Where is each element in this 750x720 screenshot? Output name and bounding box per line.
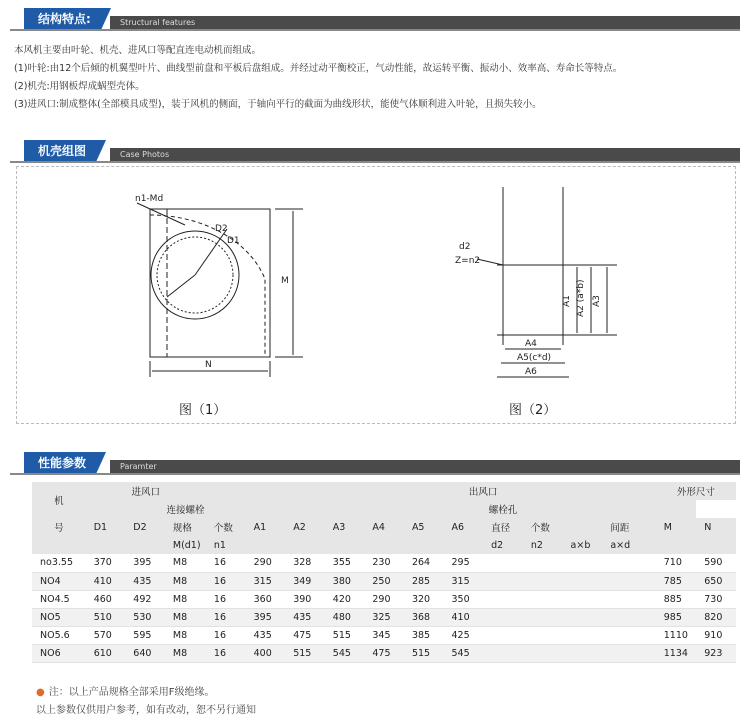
cell-n: 820 — [696, 608, 736, 626]
cell-count: 16 — [206, 590, 246, 608]
cell-a1: 290 — [246, 554, 286, 572]
header-row-groups — [32, 482, 736, 500]
cell-a4: 250 — [364, 572, 404, 590]
cell-a2: 390 — [285, 590, 325, 608]
cell-empty — [602, 644, 655, 662]
cell-count: 16 — [206, 626, 246, 644]
cell-n: 923 — [696, 644, 736, 662]
header-row-subgroups — [32, 500, 736, 518]
cell-a5: 320 — [404, 590, 444, 608]
cell-m: 1110 — [656, 626, 697, 644]
table-row — [32, 572, 736, 590]
cell-d1: 370 — [86, 554, 126, 572]
col-group-inlet: 进风口 — [86, 482, 206, 500]
cell-m: 985 — [656, 608, 697, 626]
cell-a6: 545 — [444, 644, 484, 662]
cell-empty — [563, 554, 603, 572]
cell-a1: 315 — [246, 572, 286, 590]
cell-d1: 570 — [86, 626, 126, 644]
cell-a1: 395 — [246, 608, 286, 626]
col-header: A5 — [404, 518, 444, 536]
cell-d2: 492 — [125, 590, 165, 608]
col-header: 个数 — [206, 518, 246, 536]
cell-d1: 410 — [86, 572, 126, 590]
cell-count: 16 — [206, 608, 246, 626]
cell-count: 16 — [206, 644, 246, 662]
label-d1: D1 — [227, 236, 240, 246]
cell-a2: 475 — [285, 626, 325, 644]
col-header: D2 — [125, 518, 165, 536]
cell-empty — [563, 590, 603, 608]
col-unit: a×b — [563, 536, 603, 554]
cell-d2: 595 — [125, 626, 165, 644]
cell-d1: 510 — [86, 608, 126, 626]
cell-count: 16 — [206, 554, 246, 572]
cell-d2: 530 — [125, 608, 165, 626]
cell-n: 910 — [696, 626, 736, 644]
cell-m: 785 — [656, 572, 697, 590]
cell-empty — [483, 608, 523, 626]
label-a3: A3 — [592, 295, 602, 307]
intro-text — [14, 42, 734, 114]
cell-empty — [483, 644, 523, 662]
header-row-units — [32, 536, 736, 554]
cell-a3: 545 — [325, 644, 365, 662]
cell-empty — [523, 590, 563, 608]
d1-radius — [167, 275, 195, 297]
cell-a5: 368 — [404, 608, 444, 626]
cell-d1: 460 — [86, 590, 126, 608]
cell-empty — [563, 626, 603, 644]
section-divider — [10, 473, 740, 475]
cell-a5: 285 — [404, 572, 444, 590]
col-header: A2 — [285, 518, 325, 536]
label-a4: A4 — [525, 339, 537, 349]
footnote — [36, 684, 256, 720]
section-divider — [10, 161, 740, 163]
cell-no: NO5 — [32, 608, 86, 626]
section-header-params — [10, 452, 740, 474]
col-group-bolts: 连接螺栓 — [125, 500, 245, 518]
cell-n: 730 — [696, 590, 736, 608]
cell-a1: 400 — [246, 644, 286, 662]
label-a1: A1 — [562, 295, 572, 307]
col-header: A3 — [325, 518, 365, 536]
cell-empty — [602, 626, 655, 644]
cell-no: no3.55 — [32, 554, 86, 572]
col-header: A4 — [364, 518, 404, 536]
table-row — [32, 554, 736, 572]
cell-m: 885 — [656, 590, 697, 608]
cell-a4: 230 — [364, 554, 404, 572]
leader-n1md — [137, 203, 185, 225]
cell-a1: 360 — [246, 590, 286, 608]
label-a5: A5(c*d) — [517, 353, 552, 363]
col-unit: M(d1) — [165, 536, 206, 554]
cell-no: NO5.6 — [32, 626, 86, 644]
fan-housing-diagrams — [17, 167, 737, 425]
section-subtitle: Paramter — [110, 460, 740, 474]
cell-a3: 380 — [325, 572, 365, 590]
label-d2: D2 — [215, 224, 228, 234]
figure-2-drawing — [477, 187, 617, 377]
table-row — [32, 590, 736, 608]
col-header: D1 — [86, 518, 126, 536]
col-header: 规格 — [165, 518, 206, 536]
col-header: A1 — [246, 518, 286, 536]
col-header: N — [696, 518, 736, 536]
footnote-line-1 — [36, 684, 256, 702]
col-machine-label: 机 — [32, 482, 86, 518]
leader-d2 — [477, 259, 503, 265]
table-row — [32, 644, 736, 662]
figure-2-caption: 图（2） — [509, 403, 557, 418]
cell-a4: 290 — [364, 590, 404, 608]
cell-d2: 435 — [125, 572, 165, 590]
col-header: 直径 — [483, 518, 523, 536]
cell-empty — [483, 590, 523, 608]
cell-empty — [563, 572, 603, 590]
col-header: A6 — [444, 518, 484, 536]
footnote-text: 注：以上产品规格全部采用F级绝缘。 — [48, 687, 215, 698]
cell-empty — [523, 572, 563, 590]
footnote-line-2: 以上参数仅供用户参考，如有改动，恕不另行通知 — [36, 705, 256, 716]
cell-a6: 295 — [444, 554, 484, 572]
col-header: M — [656, 518, 697, 536]
cell-empty — [523, 644, 563, 662]
cell-a6: 425 — [444, 626, 484, 644]
label-n: N — [205, 360, 212, 370]
cell-spec: M8 — [165, 590, 206, 608]
cell-no: NO4 — [32, 572, 86, 590]
figure-1-caption: 图（1） — [179, 403, 227, 418]
col-unit: d2 — [483, 536, 523, 554]
label-m: M — [281, 276, 289, 286]
cell-d1: 610 — [86, 644, 126, 662]
col-group-dims: 外形尺寸 — [656, 482, 736, 500]
cell-empty — [602, 572, 655, 590]
label-a2: A2 (a*b) — [576, 279, 586, 317]
section-subtitle: Case Photos — [110, 148, 740, 162]
intro-line: (2)机壳:用钢板焊成蜗型壳体。 — [14, 81, 145, 92]
cell-a2: 435 — [285, 608, 325, 626]
cell-a3: 515 — [325, 626, 365, 644]
note-bullet-icon: ● — [36, 687, 45, 698]
performance-table — [32, 482, 736, 663]
cell-n: 650 — [696, 572, 736, 590]
section-header-structure — [10, 8, 740, 30]
col-unit: n2 — [523, 536, 563, 554]
cell-empty — [523, 626, 563, 644]
cell-n: 590 — [696, 554, 736, 572]
cell-d2: 640 — [125, 644, 165, 662]
col-group-outlet: 出风口 — [444, 482, 523, 500]
cell-spec: M8 — [165, 554, 206, 572]
cell-empty — [483, 626, 523, 644]
cell-empty — [523, 608, 563, 626]
cell-a2: 515 — [285, 644, 325, 662]
cell-m: 1134 — [656, 644, 697, 662]
cell-empty — [602, 554, 655, 572]
section-header-photos — [10, 140, 740, 162]
cell-a3: 480 — [325, 608, 365, 626]
col-unit: a×d — [602, 536, 655, 554]
cell-a5: 264 — [404, 554, 444, 572]
cell-count: 16 — [206, 572, 246, 590]
table-row — [32, 626, 736, 644]
col-group-bolt-holes: 螺栓孔 — [444, 500, 563, 518]
cell-a4: 325 — [364, 608, 404, 626]
col-machine-label-2: 号 — [32, 518, 86, 536]
cell-spec: M8 — [165, 608, 206, 626]
label-d2-small: d2 — [459, 242, 471, 252]
cell-a5: 385 — [404, 626, 444, 644]
cell-spec: M8 — [165, 572, 206, 590]
cell-empty — [483, 554, 523, 572]
diagram-area — [16, 166, 736, 424]
col-unit: n1 — [206, 536, 246, 554]
intro-line: (1)叶轮:由12个后倾的机翼型叶片、曲线型前盘和平板后盘组成。并经过动平衡校正，气动性能，故运转平衡、振动小、效率高、寿命长等特点。 — [14, 63, 623, 74]
label-a6: A6 — [525, 367, 537, 377]
housing-outline — [150, 209, 270, 357]
section-title: 结构特点: — [24, 8, 101, 30]
cell-empty — [602, 590, 655, 608]
d2-radius — [195, 229, 227, 275]
cell-a3: 355 — [325, 554, 365, 572]
col-header: 个数 — [523, 518, 563, 536]
cell-no: NO4.5 — [32, 590, 86, 608]
cell-empty — [523, 554, 563, 572]
section-subtitle: Structural features — [110, 16, 740, 30]
cell-a6: 410 — [444, 608, 484, 626]
cell-no: NO6 — [32, 644, 86, 662]
cell-a4: 475 — [364, 644, 404, 662]
cell-empty — [483, 572, 523, 590]
cell-a3: 420 — [325, 590, 365, 608]
cell-m: 710 — [656, 554, 697, 572]
cell-a1: 435 — [246, 626, 286, 644]
figure-2-labels — [455, 242, 602, 377]
section-divider — [10, 29, 740, 31]
label-n1md: n1-Md — [135, 194, 164, 204]
section-title: 性能参数 — [24, 452, 96, 474]
label-z-n2: Z=n2 — [455, 256, 481, 266]
cell-empty — [602, 608, 655, 626]
cell-spec: M8 — [165, 644, 206, 662]
cell-a5: 515 — [404, 644, 444, 662]
cell-a6: 350 — [444, 590, 484, 608]
table-row — [32, 608, 736, 626]
intro-line: 本风机主要由叶轮、机壳、进风口等配直连电动机而组成。 — [14, 45, 262, 56]
cell-d2: 395 — [125, 554, 165, 572]
cell-a4: 345 — [364, 626, 404, 644]
intro-line: (3)进风口:制成整体(全部模具成型)，装于风机的侧面，于轴向平行的截面为曲线形状，能使气体顺利进入叶轮，且损失较小。 — [14, 99, 542, 110]
col-header: 间距 — [602, 518, 655, 536]
cell-spec: M8 — [165, 626, 206, 644]
cell-empty — [563, 608, 603, 626]
outlet-flange — [503, 265, 563, 335]
cell-a2: 349 — [285, 572, 325, 590]
header-row-columns — [32, 518, 736, 536]
cell-a6: 315 — [444, 572, 484, 590]
section-title: 机壳组图 — [24, 140, 96, 162]
cell-a2: 328 — [285, 554, 325, 572]
cell-empty — [563, 644, 603, 662]
table-body — [32, 554, 736, 662]
